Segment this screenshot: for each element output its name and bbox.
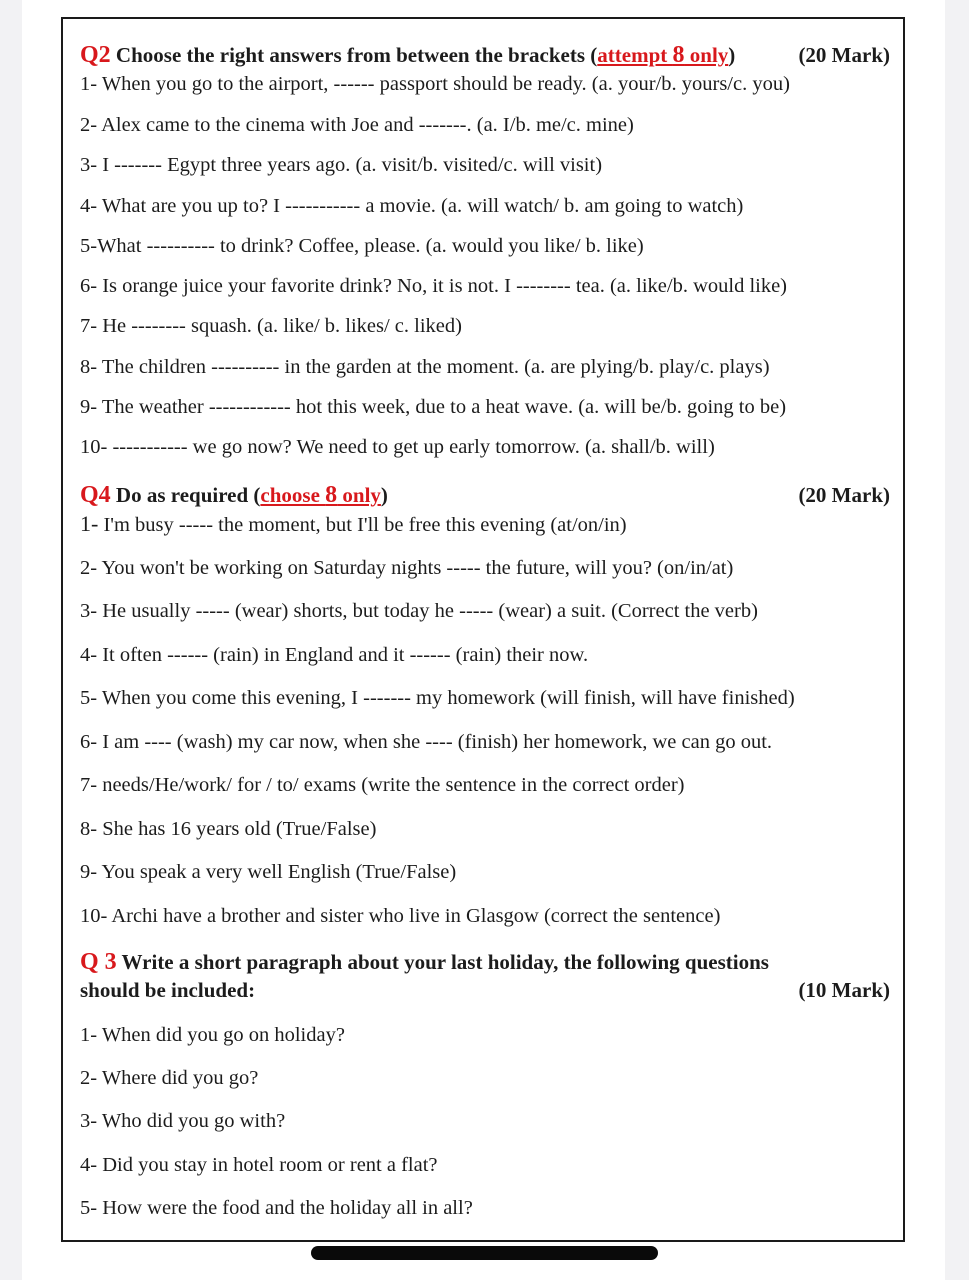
q2-item-10: 10- ----------- we go now? We need to get up early tomorrow. (a. shall/b. will) bbox=[80, 436, 715, 458]
q4-item-7: 7- needs/He/work/ for / to/ exams (write the sentence in the correct order) bbox=[80, 774, 685, 796]
q3-heading-line-1 bbox=[80, 949, 890, 975]
q4-item-4: 4- It often ------ (rain) in England and it ------ (rain) their now. bbox=[80, 644, 589, 666]
home-indicator-bar[interactable] bbox=[311, 1246, 658, 1260]
q2-item-2: 2- Alex came to the cinema with Joe and -------. (a. I/b. me/c. mine) bbox=[80, 114, 634, 136]
q4-number: Q4 bbox=[80, 482, 111, 508]
q4-item-1-number: 1- bbox=[80, 511, 99, 536]
q2-item-8: 8- The children ---------- in the garden at the moment. (a. are plying/b. play/c. plays) bbox=[80, 356, 770, 378]
q3-item-4: 4- Did you stay in hotel room or rent a flat? bbox=[80, 1154, 438, 1176]
q3-item-3: 3- Who did you go with? bbox=[80, 1110, 286, 1132]
q2-item-6: 6- Is orange juice your favorite drink? No, it is not. I -------- tea. (a. like/b. would like) bbox=[80, 275, 788, 297]
q3-title-2: should be included: bbox=[80, 978, 256, 1002]
q3-item-1: 1- When did you go on holiday? bbox=[80, 1024, 345, 1046]
q3-title-1: Write a short paragraph about your last holiday, the following questions bbox=[116, 950, 769, 974]
q2-item-1: 1- When you go to the airport, ------ passport should be ready. (a. your/b. yours/c. you) bbox=[80, 73, 790, 95]
q4-item-10: 10- Archi have a brother and sister who live in Glasgow (correct the sentence) bbox=[80, 905, 721, 927]
q4-item-8: 8- She has 16 years old (True/False) bbox=[80, 818, 377, 840]
q2-close-paren: ) bbox=[728, 43, 736, 67]
q2-item-9: 9- The weather ------------ hot this week, due to a heat wave. (a. will be/b. going to be) bbox=[80, 396, 787, 418]
q2-heading bbox=[80, 42, 890, 68]
q4-item-9: 9- You speak a very well English (True/False) bbox=[80, 861, 457, 883]
q4-heading bbox=[80, 482, 890, 508]
q2-attempt-note: attempt 8 only bbox=[597, 42, 729, 68]
q4-choose-note: choose 8 only bbox=[260, 482, 381, 508]
q2-item-3: 3- I ------- Egypt three years ago. (a. visit/b. visited/c. will visit) bbox=[80, 154, 603, 176]
q4-item-3: 3- He usually ----- (wear) shorts, but today he ----- (wear) a suit. (Correct the verb) bbox=[80, 600, 758, 622]
q3-heading-line-2 bbox=[80, 977, 890, 1003]
q4-item-6: 6- I am ---- (wash) my car now, when she ---- (finish) her homework, we can go out. bbox=[80, 731, 773, 753]
q2-mark: (20 Mark) bbox=[798, 43, 890, 67]
q4-mark: (20 Mark) bbox=[798, 483, 890, 507]
q3-item-2: 2- Where did you go? bbox=[80, 1067, 259, 1089]
q4-item-1-text: I'm busy ----- the moment, but I'll be free this evening (at/on/in) bbox=[98, 514, 627, 536]
q4-title: Do as required ( bbox=[110, 483, 261, 507]
q2-item-7: 7- He -------- squash. (a. like/ b. likes/ c. liked) bbox=[80, 315, 462, 337]
q4-close-paren: ) bbox=[380, 483, 388, 507]
q3-item-5: 5- How were the food and the holiday all in all? bbox=[80, 1197, 473, 1219]
q2-number: Q2 bbox=[80, 42, 111, 68]
q4-item-2: 2- You won't be working on Saturday nights ----- the future, will you? (on/in/at) bbox=[80, 557, 734, 579]
q4-item-1 bbox=[80, 511, 890, 538]
q3-mark: (10 Mark) bbox=[798, 978, 890, 1002]
q4-item-5: 5- When you come this evening, I ------- my homework (will finish, will have finished) bbox=[80, 687, 795, 709]
q2-item-5: 5-What ---------- to drink? Coffee, please. (a. would you like/ b. like) bbox=[80, 235, 644, 257]
q3-number: Q 3 bbox=[80, 949, 117, 975]
q2-title: Choose the right answers from between the brackets ( bbox=[110, 43, 598, 67]
q2-item-4: 4- What are you up to? I ----------- a movie. (a. will watch/ b. am going to watch) bbox=[80, 195, 744, 217]
